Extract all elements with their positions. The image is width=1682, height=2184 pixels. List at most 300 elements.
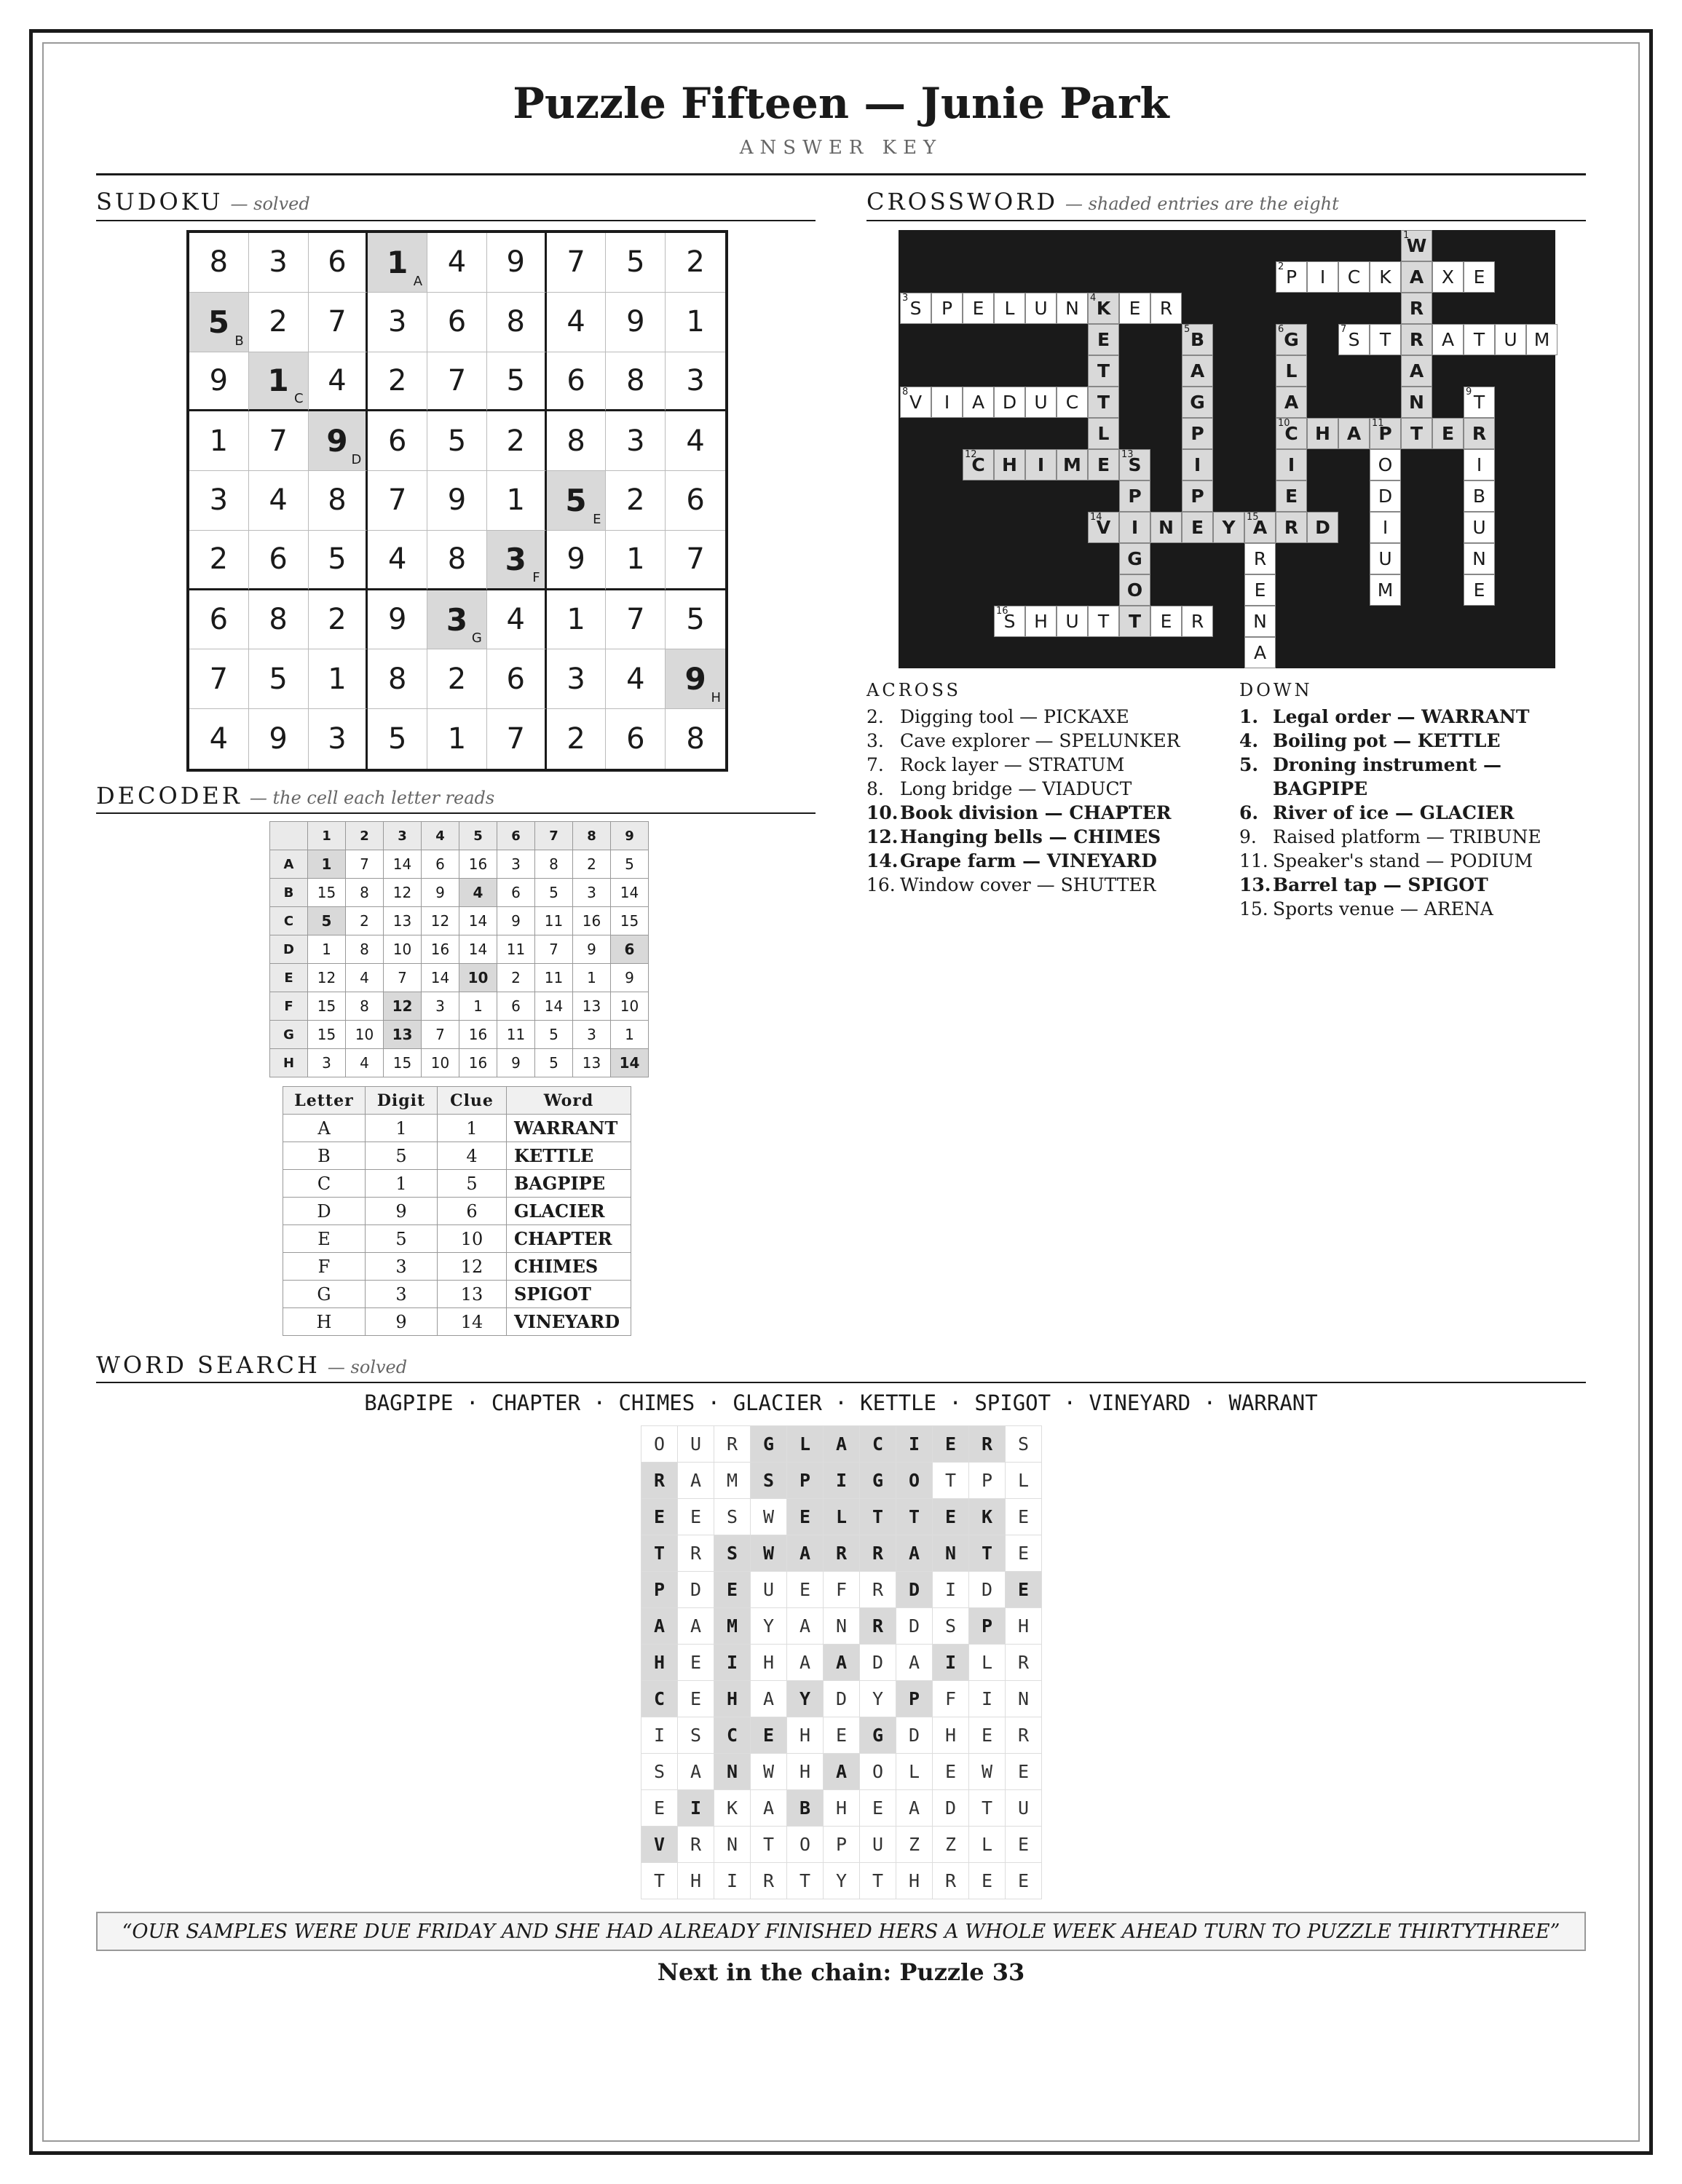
decoder-cell: 5 <box>535 879 573 907</box>
clue-item <box>1239 705 1582 729</box>
wordsearch-cell: R <box>678 1827 714 1863</box>
crossword-cell: R <box>1464 418 1495 449</box>
crossword-cell: U <box>1025 387 1057 418</box>
decoder-cell: 7 <box>346 850 384 879</box>
key-cell: 5 <box>438 1170 507 1198</box>
decoder-cell: 11 <box>535 907 573 935</box>
sudoku-cell: 4 <box>368 531 427 590</box>
crossword-cell: X <box>1432 261 1464 293</box>
decoder-cell: 15 <box>308 992 346 1021</box>
crossword-cell: A 15 <box>1244 512 1276 543</box>
wordsearch-cell: E <box>1006 1827 1042 1863</box>
clue-number: 7. <box>866 754 884 775</box>
sudoku-cell: 3 <box>189 471 249 531</box>
decoder-row <box>270 964 649 992</box>
wordsearch-cell: A <box>751 1790 787 1827</box>
wordsearch-cell: T <box>860 1863 896 1899</box>
crossword-cell: A <box>1182 355 1213 387</box>
crossword-grid <box>899 230 1555 668</box>
wordsearch-cell: C <box>860 1426 896 1463</box>
crossword-rule <box>866 220 1586 221</box>
decoder-column-header: 7 <box>535 822 573 850</box>
wordsearch-heading <box>96 1351 407 1379</box>
sudoku-cell: 5 <box>606 233 666 293</box>
clue-number: 14. <box>866 850 899 871</box>
wordsearch-cell: E <box>933 1754 969 1790</box>
crossword-cell: S 16 <box>994 606 1025 637</box>
decoder-row <box>270 879 649 907</box>
crossword-cell: C <box>1057 387 1088 418</box>
decoder-cell: 8 <box>346 879 384 907</box>
wordsearch-cell: R <box>1006 1645 1042 1681</box>
wordsearch-cell: D <box>678 1572 714 1608</box>
sudoku-cell: 9 <box>368 590 427 650</box>
wordsearch-cell: E <box>933 1499 969 1535</box>
key-cell: C <box>283 1170 366 1198</box>
key-cell: 1 <box>366 1115 438 1142</box>
key-cell: B <box>283 1142 366 1170</box>
sudoku-cell: 8 <box>189 233 249 293</box>
sudoku-cell: 1 <box>427 709 487 769</box>
decoder-rule <box>96 812 816 814</box>
decoder-cell: 7 <box>384 964 422 992</box>
decoder-cell: 13 <box>573 1049 611 1077</box>
decoder-cell: 9 <box>422 879 459 907</box>
wordsearch-cell: H <box>896 1863 933 1899</box>
clue-item <box>866 705 1209 729</box>
decoder-cell: 13 <box>384 907 422 935</box>
clue-number: 4. <box>1239 730 1259 751</box>
wordsearch-cell: T <box>969 1790 1006 1827</box>
crossword-cell: A <box>1276 387 1307 418</box>
across-clue-list <box>866 705 1209 897</box>
crossword-cell: P <box>1182 480 1213 512</box>
sudoku-cell: 4 <box>249 471 309 531</box>
wordsearch-cell: L <box>824 1499 860 1535</box>
sudoku-cell: 1 <box>547 590 607 650</box>
sudoku-cell: 9 <box>189 352 249 412</box>
wordsearch-cell: P <box>969 1463 1006 1499</box>
sudoku-cell-letter-tag: E <box>593 511 601 527</box>
decoder-key-table <box>283 1086 631 1336</box>
wordsearch-cell: L <box>787 1426 824 1463</box>
wordsearch-cell: R <box>824 1535 860 1572</box>
crossword-cell: R <box>1276 512 1307 543</box>
sudoku-cell: 5 E <box>547 471 607 531</box>
sudoku-cell: 8 <box>547 411 607 471</box>
decoder-cell: 9 <box>573 935 611 964</box>
wordsearch-word-list: BAGPIPE · CHAPTER · CHIMES · GLACIER · KETTLE · SPIGOT · VINEYARD · WARRANT <box>364 1390 1318 1415</box>
decoder-cell: 4 <box>459 879 497 907</box>
decoder-cell: 14 <box>535 992 573 1021</box>
decoder-column-header: 2 <box>346 822 384 850</box>
wordsearch-cell: R <box>714 1426 751 1463</box>
wordsearch-cell: U <box>1006 1790 1042 1827</box>
decoder-cell: 14 <box>459 935 497 964</box>
sudoku-cell: 3 <box>606 411 666 471</box>
crossword-cell: E <box>1119 293 1150 324</box>
sudoku-cell: 4 <box>189 709 249 769</box>
decoder-cell: 14 <box>384 850 422 879</box>
sudoku-cell: 8 <box>686 722 705 756</box>
sudoku-cell-letter-tag: F <box>532 569 540 585</box>
key-column-header: Clue <box>438 1087 507 1115</box>
crossword-cell: L <box>994 293 1025 324</box>
title-rule <box>96 173 1586 175</box>
wordsearch-cell: K <box>969 1499 1006 1535</box>
wordsearch-cell: A <box>751 1681 787 1717</box>
wordsearch-cell: D <box>860 1645 896 1681</box>
sudoku-cell: 6 <box>487 649 547 709</box>
key-cell: GLACIER <box>507 1198 631 1225</box>
wordsearch-cell: L <box>969 1645 1006 1681</box>
decoder-cell: 12 <box>384 879 422 907</box>
key-cell: 4 <box>438 1142 507 1170</box>
sudoku-cell: 6 <box>666 471 725 531</box>
sudoku-cell: 4 <box>487 590 547 650</box>
wordsearch-cell: R <box>969 1426 1006 1463</box>
sudoku-cell: 8 <box>309 471 368 531</box>
decoded-quote: “OUR SAMPLES WERE DUE FRIDAY AND SHE HAD ALREADY FINISHED HERS A WHOLE WEEK AHEAD TURN TO PUZZLE THIRTYTHREE” <box>96 1912 1586 1951</box>
decoder-cell: 8 <box>346 992 384 1021</box>
sudoku-cell: 5 <box>427 411 487 471</box>
decoder-cell: 3 <box>308 1049 346 1077</box>
sudoku-cell: 6 <box>189 590 249 650</box>
clue-number: 1. <box>1239 706 1259 727</box>
clue-item <box>1239 753 1582 801</box>
crossword-clue-number: 12 <box>965 449 977 460</box>
wordsearch-cell: S <box>678 1717 714 1754</box>
clue-item <box>1239 729 1582 753</box>
key-cell: KETTLE <box>507 1142 631 1170</box>
wordsearch-cell: R <box>1006 1717 1042 1754</box>
crossword-clue-number: 14 <box>1090 512 1102 523</box>
decoder-cell: 2 <box>497 964 535 992</box>
clue-item <box>866 801 1209 825</box>
key-cell: CHIMES <box>507 1253 631 1281</box>
crossword-cell: D <box>994 387 1025 418</box>
crossword-cell: E <box>1432 418 1464 449</box>
wordsearch-cell: P <box>641 1572 678 1608</box>
wordsearch-cell: H <box>787 1754 824 1790</box>
decoder-row-label: D <box>270 935 308 964</box>
crossword-note: — shaded entries are the eight <box>1065 194 1339 214</box>
key-cell: D <box>283 1198 366 1225</box>
decoder-column-header: 1 <box>308 822 346 850</box>
wordsearch-cell: A <box>896 1535 933 1572</box>
wordsearch-cell: P <box>824 1827 860 1863</box>
decoder-cell: 3 <box>497 850 535 879</box>
decoder-cell: 9 <box>497 1049 535 1077</box>
wordsearch-cell: S <box>714 1499 751 1535</box>
key-row <box>283 1253 631 1281</box>
wordsearch-cell: S <box>1006 1426 1042 1463</box>
crossword-cell: T <box>1119 606 1150 637</box>
decoder-cell: 4 <box>346 964 384 992</box>
decoder-cell: 11 <box>497 1021 535 1049</box>
decoder-row-label: C <box>270 907 308 935</box>
crossword-cell: I <box>1025 449 1057 480</box>
wordsearch-cell: L <box>1006 1463 1042 1499</box>
crossword-cell: H <box>994 449 1025 480</box>
crossword-cell: B 5 <box>1182 324 1213 355</box>
sudoku-cell: 1 <box>309 649 368 709</box>
sudoku-cell: 6 <box>309 233 368 293</box>
decoder-cell: 12 <box>384 992 422 1021</box>
clue-text: Droning instrument — BAGPIPE <box>1273 754 1501 799</box>
decoder-cell: 8 <box>535 850 573 879</box>
wordsearch-cell: S <box>714 1535 751 1572</box>
wordsearch-cell: S <box>751 1463 787 1499</box>
sudoku-cell: 9 <box>487 233 547 293</box>
wordsearch-cell: C <box>714 1717 751 1754</box>
sudoku-cell: 4 <box>666 411 725 471</box>
wordsearch-cell: R <box>860 1535 896 1572</box>
crossword-cell: U <box>1025 293 1057 324</box>
crossword-cell: K <box>1370 261 1401 293</box>
sudoku-cell: 1 <box>487 471 547 531</box>
wordsearch-cell: A <box>678 1608 714 1645</box>
decoder-corner-cell <box>270 822 308 850</box>
sudoku-cell: 3 <box>249 233 309 293</box>
sudoku-cell: 2 <box>189 531 249 590</box>
sudoku-heading-text: SUDOKU <box>96 188 224 215</box>
crossword-cell: V 14 <box>1088 512 1119 543</box>
decoder-cell: 5 <box>535 1021 573 1049</box>
decoder-cell: 16 <box>459 1049 497 1077</box>
decoder-cell: 2 <box>573 850 611 879</box>
wordsearch-cell: G <box>751 1426 787 1463</box>
decoder-cell: 1 <box>611 1021 649 1049</box>
sudoku-cell: 5 <box>487 352 547 412</box>
sudoku-cell: 7 <box>547 233 607 293</box>
sudoku-cell: 6 <box>368 411 427 471</box>
wordsearch-cell: I <box>714 1863 751 1899</box>
crossword-cell: E <box>1150 606 1182 637</box>
wordsearch-cell: P <box>787 1463 824 1499</box>
wordsearch-cell: E <box>678 1499 714 1535</box>
clue-text: Speaker's stand — PODIUM <box>1273 850 1533 871</box>
clue-text: Long bridge — VIADUCT <box>900 778 1132 799</box>
wordsearch-cell: N <box>824 1608 860 1645</box>
wordsearch-cell: H <box>714 1681 751 1717</box>
sudoku-cell: 5 B <box>189 293 249 352</box>
key-row <box>283 1115 631 1142</box>
wordsearch-cell: T <box>641 1535 678 1572</box>
wordsearch-cell: W <box>751 1499 787 1535</box>
decoder-cell: 6 <box>497 879 535 907</box>
decoder-cell: 10 <box>346 1021 384 1049</box>
sudoku-cell: 2 <box>606 471 666 531</box>
key-cell: 12 <box>438 1253 507 1281</box>
key-row <box>283 1198 631 1225</box>
crossword-clue-number: 7 <box>1341 324 1347 335</box>
sudoku-cell: 6 <box>606 709 666 769</box>
crossword-cell: T <box>1088 606 1119 637</box>
crossword-cell: P 11 <box>1370 418 1401 449</box>
crossword-cell: L <box>1088 418 1119 449</box>
crossword-clue-number: 11 <box>1372 418 1384 429</box>
sudoku-cell: 2 <box>249 293 309 352</box>
sudoku-cell-letter-tag: H <box>711 690 721 706</box>
crossword-cell: V 8 <box>900 387 931 418</box>
sudoku-cell: 3 <box>309 709 368 769</box>
clue-number: 12. <box>866 826 899 847</box>
decoder-column-header: 8 <box>573 822 611 850</box>
wordsearch-cell: O <box>896 1463 933 1499</box>
wordsearch-cell: A <box>896 1790 933 1827</box>
sudoku-cell: 7 <box>666 531 725 590</box>
wordsearch-cell: T <box>933 1463 969 1499</box>
sudoku-cell: 2 <box>309 590 368 650</box>
wordsearch-cell: A <box>896 1645 933 1681</box>
clue-number: 5. <box>1239 754 1259 775</box>
wordsearch-cell: T <box>787 1863 824 1899</box>
wordsearch-cell: E <box>1006 1535 1042 1572</box>
crossword-cell: I <box>1182 449 1213 480</box>
decoder-heading <box>96 782 494 810</box>
sudoku-cell: 5 <box>249 649 309 709</box>
key-cell: 9 <box>366 1198 438 1225</box>
crossword-cell: E <box>1276 480 1307 512</box>
key-header-row <box>283 1087 631 1115</box>
decoder-cell: 10 <box>611 992 649 1021</box>
wordsearch-cell: N <box>1006 1681 1042 1717</box>
crossword-cell: U <box>1495 324 1526 355</box>
wordsearch-cell: G <box>860 1717 896 1754</box>
crossword-cell: B <box>1464 480 1495 512</box>
clue-number: 2. <box>866 706 884 727</box>
decoder-cell: 10 <box>459 964 497 992</box>
sudoku-cell: 2 <box>487 411 547 471</box>
wordsearch-cell: W <box>751 1535 787 1572</box>
crossword-cell: I <box>931 387 963 418</box>
wordsearch-cell: I <box>969 1681 1006 1717</box>
across-heading: ACROSS <box>866 680 961 700</box>
crossword-cell: I <box>1119 512 1150 543</box>
decoder-cell: 16 <box>422 935 459 964</box>
decoder-cell: 13 <box>573 992 611 1021</box>
decoder-row <box>270 907 649 935</box>
clue-number: 3. <box>866 730 884 751</box>
decoder-cell: 3 <box>573 879 611 907</box>
sudoku-cell: 8 <box>249 590 309 650</box>
sudoku-cell: 9 <box>427 471 487 531</box>
wordsearch-cell: A <box>641 1608 678 1645</box>
clue-item <box>866 729 1209 753</box>
crossword-cell: S 13 <box>1119 449 1150 480</box>
decoder-row-label: A <box>270 850 308 879</box>
sudoku-cell: 8 <box>427 531 487 590</box>
decoder-cell: 7 <box>422 1021 459 1049</box>
decoder-row <box>270 850 649 879</box>
sudoku-cell: 1 A <box>368 233 427 293</box>
wordsearch-cell: D <box>896 1608 933 1645</box>
page-subtitle: ANSWER KEY <box>739 137 943 159</box>
crossword-cell: R <box>1401 324 1432 355</box>
sudoku-cell: 6 <box>427 293 487 352</box>
wordsearch-cell: H <box>751 1645 787 1681</box>
crossword-cell: S 3 <box>900 293 931 324</box>
sudoku-cell: 1 C <box>249 352 309 412</box>
crossword-cell: T <box>1088 387 1119 418</box>
wordsearch-cell: W <box>751 1754 787 1790</box>
crossword-cell: S 7 <box>1338 324 1370 355</box>
wordsearch-cell: H <box>678 1863 714 1899</box>
clue-text: Hanging bells — CHIMES <box>900 826 1161 847</box>
wordsearch-cell: V <box>641 1827 678 1863</box>
clue-text: Barrel tap — SPIGOT <box>1273 874 1488 895</box>
decoder-cell: 5 <box>611 850 649 879</box>
sudoku-cell: 9 H <box>666 649 725 709</box>
crossword-cell: C <box>1338 261 1370 293</box>
key-cell: 5 <box>366 1225 438 1253</box>
wordsearch-cell: D <box>896 1717 933 1754</box>
wordsearch-cell: U <box>860 1827 896 1863</box>
decoder-cell: 5 <box>308 907 346 935</box>
crossword-cell: K 4 <box>1088 293 1119 324</box>
crossword-cell: W 1 <box>1401 230 1432 261</box>
wordsearch-cell: E <box>1006 1572 1042 1608</box>
crossword-cell: R <box>1401 293 1432 324</box>
crossword-clue-number: 1 <box>1403 230 1410 241</box>
wordsearch-cell: Y <box>824 1863 860 1899</box>
wordsearch-cell: I <box>678 1790 714 1827</box>
crossword-cell: A <box>1401 355 1432 387</box>
crossword-cell: E <box>1244 574 1276 606</box>
clue-item <box>1239 825 1582 849</box>
crossword-cell: E <box>1182 512 1213 543</box>
clue-number: 15. <box>1239 898 1268 919</box>
key-row <box>283 1225 631 1253</box>
decoder-cell: 14 <box>459 907 497 935</box>
wordsearch-cell: O <box>860 1754 896 1790</box>
wordsearch-cell: R <box>641 1463 678 1499</box>
crossword-cell: E <box>1088 324 1119 355</box>
crossword-cell: N <box>1150 512 1182 543</box>
crossword-cell: R <box>1150 293 1182 324</box>
clue-text: River of ice — GLACIER <box>1273 802 1515 823</box>
sudoku-cell: 7 <box>309 293 368 352</box>
page-title: Puzzle Fifteen — Junie Park <box>513 79 1169 128</box>
decoder-cell: 6 <box>497 992 535 1021</box>
crossword-cell: M <box>1526 324 1557 355</box>
wordsearch-cell: R <box>678 1535 714 1572</box>
decoder-note: — the cell each letter reads <box>249 788 495 808</box>
wordsearch-cell: F <box>824 1572 860 1608</box>
sudoku-cell: 3 F <box>487 531 547 590</box>
wordsearch-cell: T <box>969 1535 1006 1572</box>
wordsearch-cell: R <box>860 1572 896 1608</box>
sudoku-cell: 7 <box>249 411 309 471</box>
clue-number: 11. <box>1239 850 1268 871</box>
crossword-heading-text: CROSSWORD <box>866 188 1058 215</box>
sudoku-cell: 7 <box>487 709 547 769</box>
sudoku-cell-letter-tag: B <box>234 333 244 349</box>
wordsearch-cell: E <box>969 1717 1006 1754</box>
crossword-cell: P <box>931 293 963 324</box>
wordsearch-cell: E <box>1006 1499 1042 1535</box>
wordsearch-cell: N <box>714 1754 751 1790</box>
wordsearch-cell: O <box>787 1827 824 1863</box>
decoder-cell: 15 <box>308 879 346 907</box>
clue-text: Boiling pot — KETTLE <box>1273 730 1501 751</box>
sudoku-cell: 6 <box>547 352 607 412</box>
decoder-column-header: 3 <box>384 822 422 850</box>
decoder-cell: 16 <box>573 907 611 935</box>
key-cell: 3 <box>366 1253 438 1281</box>
sudoku-cell: 5 <box>309 531 368 590</box>
